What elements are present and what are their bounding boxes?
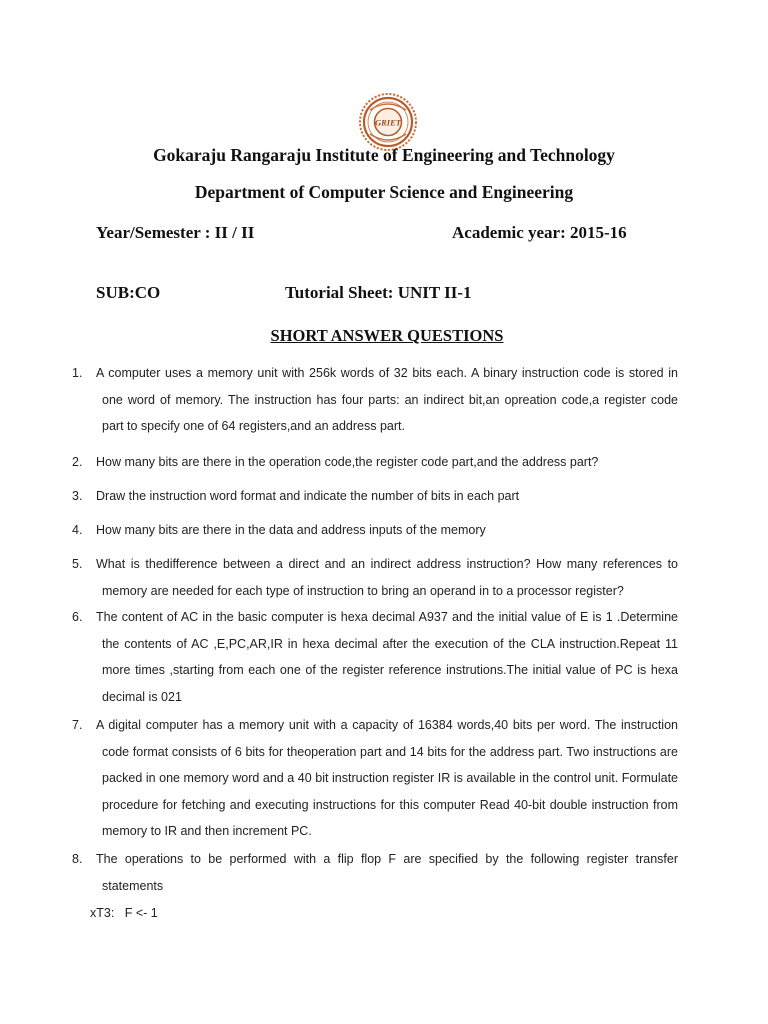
institute-name: Gokaraju Rangaraju Institute of Engineering and Technology — [153, 145, 615, 165]
question-number: 4. — [72, 523, 83, 537]
question-item — [72, 449, 678, 476]
question-item — [72, 517, 678, 544]
question-item — [72, 846, 678, 899]
question-text: A computer uses a memory unit with 256k words of 32 bits each. A binary instruction code is stored in one word of memory. The instruction has four parts: an indirect bit,an opreation code,a register code part to specify one of 64 registers,and an address part. — [96, 366, 678, 433]
question-item — [72, 360, 678, 440]
question-number: 7. — [72, 718, 83, 732]
question-number: 5. — [72, 557, 83, 571]
question-text: How many bits are there in the data and address inputs of the memory — [96, 523, 486, 537]
academic-year: Academic year: 2015-16 — [452, 223, 627, 242]
register-transfer-statement: xT3: F <- 1 — [90, 906, 158, 920]
logo-text: GRIET — [375, 117, 401, 128]
question-text: What is thedifference between a direct and an indirect address instruction? How many references to memory are needed for each type of instruction to bring an operand in to a processor register? — [96, 557, 678, 598]
question-number: 8. — [72, 852, 83, 866]
question-number: 1. — [72, 366, 83, 380]
question-text: How many bits are there in the operation code,the register code part,and the address part? — [96, 455, 599, 469]
question-text: The operations to be performed with a flip flop F are specified by the following register transfer statements — [96, 852, 678, 893]
tutorial-sheet-title: Tutorial Sheet: UNIT II-1 — [285, 283, 472, 302]
question-number: 2. — [72, 455, 83, 469]
question-text: Draw the instruction word format and indicate the number of bits in each part — [96, 489, 520, 503]
question-text: A digital computer has a memory unit with a capacity of 16384 words,40 bits per word. The instruction code format consists of 6 bits for theoperation part and 14 bits for the address part. Two instructions are packed in one memory word and a 40 bit instruction register IR is available in the control unit. Formulate procedure for fetching and executing instructions for this computer Read 40-bit double instruction from memory to IR and then increment PC. — [96, 718, 678, 838]
question-number: 6. — [72, 610, 83, 624]
question-item — [72, 483, 678, 510]
question-item — [72, 604, 678, 710]
question-item — [72, 551, 678, 604]
question-number: 3. — [72, 489, 83, 503]
year-semester: Year/Semester : II / II — [96, 223, 255, 242]
question-text: The content of AC in the basic computer is hexa decimal A937 and the initial value of E is 1 .Determine the contents of AC ,E,PC,AR,IR in hexa decimal after the execution of the CLA instruction.Repeat 11 more times ,starting from each one of the register reference instrutions.The initial value of PC is hexa decimal is 021 — [96, 610, 678, 704]
section-heading: SHORT ANSWER QUESTIONS — [270, 326, 504, 345]
subject: SUB:CO — [96, 283, 161, 302]
department-name: Department of Computer Science and Engineering — [194, 182, 574, 202]
college-seal-logo-icon — [358, 92, 418, 152]
question-item — [72, 712, 678, 845]
